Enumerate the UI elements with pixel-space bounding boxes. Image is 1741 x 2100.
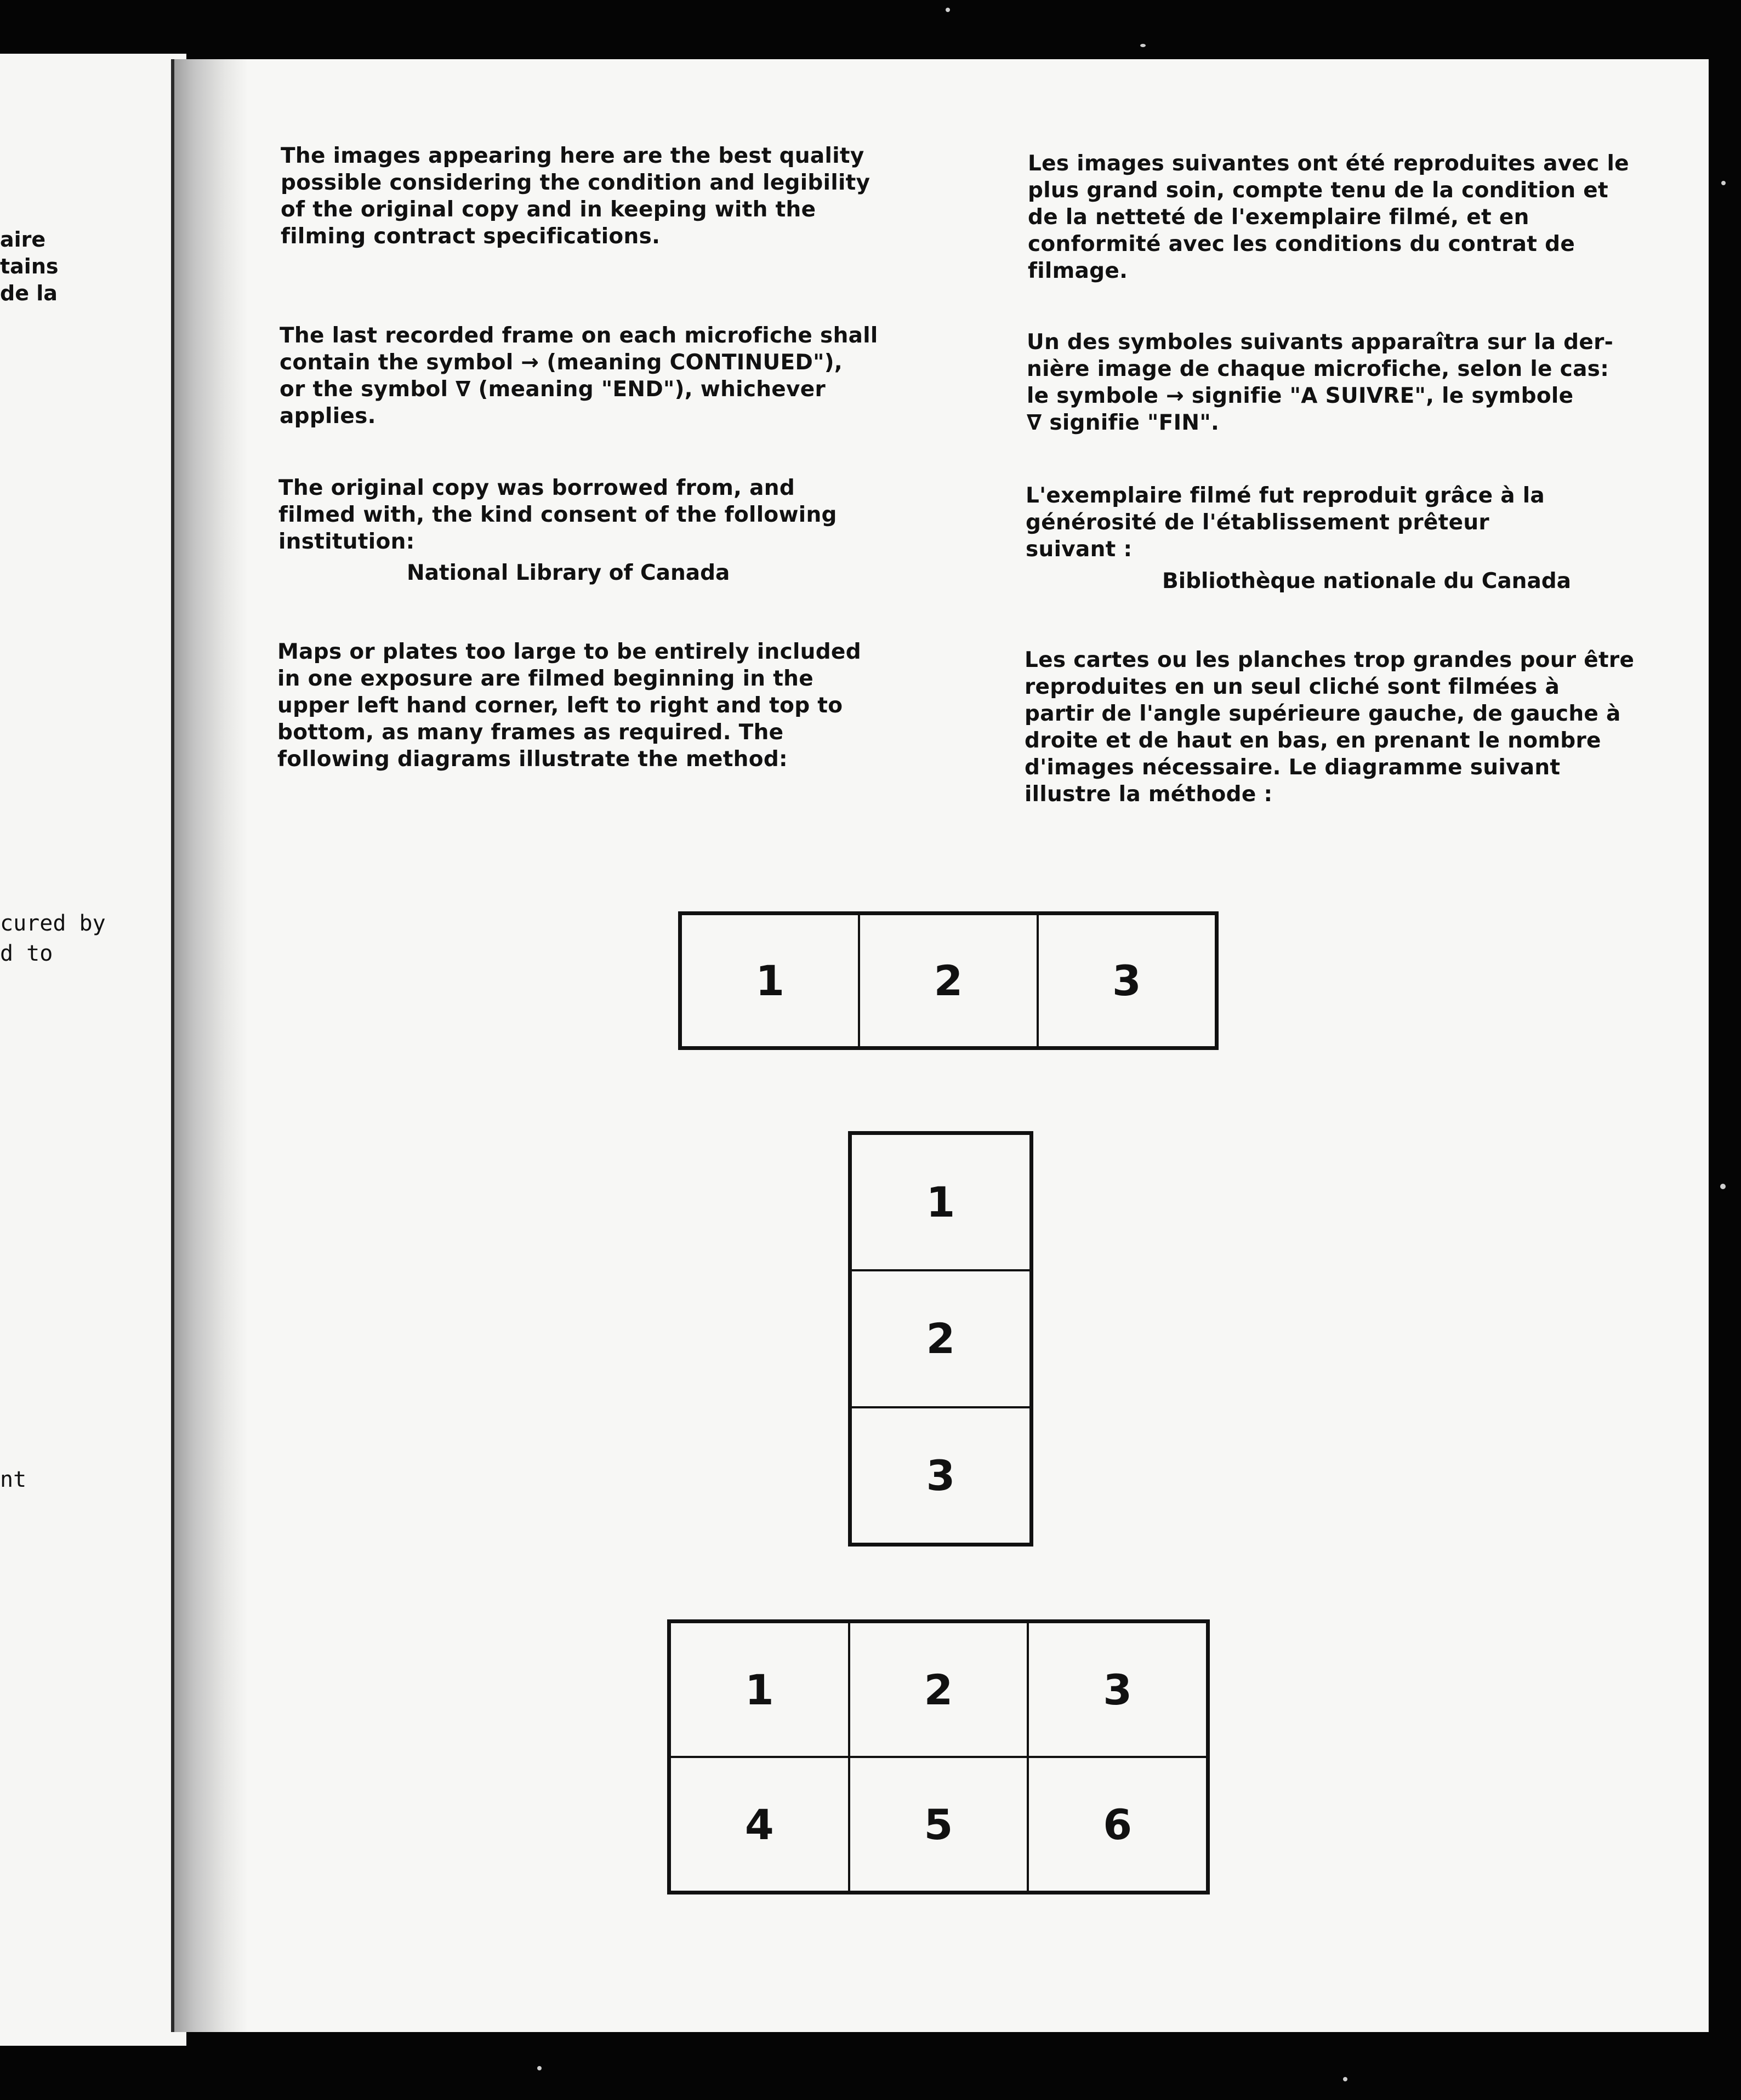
scan-speck bbox=[1720, 1184, 1726, 1189]
english-institution-name: National Library of Canada bbox=[407, 561, 730, 585]
diagram-cell: 5 bbox=[849, 1757, 1028, 1892]
diagram-cell: 3 bbox=[851, 1407, 1031, 1544]
left-partial-page bbox=[0, 54, 186, 2046]
diagram-cell: 2 bbox=[851, 1270, 1031, 1407]
english-paragraph-quality: The images appearing here are the best quality possible considering the condition and legibility of the original copy and in keeping with the filming contract specifications. bbox=[281, 144, 871, 249]
diagram-cell: 2 bbox=[849, 1622, 1028, 1757]
diagram-grid bbox=[667, 1619, 1210, 1894]
left-fragment: de la bbox=[0, 281, 58, 305]
diagram-cell: 3 bbox=[1038, 914, 1216, 1047]
left-fragment: d to bbox=[0, 941, 53, 966]
french-paragraph-borrowed: L'exemplaire filmé fut reproduit grâce à la générosité de l'établissement prêteur suivant : bbox=[1026, 483, 1545, 562]
diagram-cell: 1 bbox=[851, 1134, 1031, 1270]
scan-speck bbox=[946, 8, 950, 12]
scan-speck bbox=[537, 2066, 542, 2070]
diagram-cell: 2 bbox=[859, 914, 1037, 1047]
diagram-cell: 4 bbox=[670, 1757, 849, 1892]
diagram-row bbox=[678, 911, 1219, 1050]
scan-speck bbox=[1140, 44, 1146, 47]
scan-speck bbox=[1721, 181, 1726, 185]
scan-speck bbox=[1343, 2077, 1347, 2081]
left-fragment: tains bbox=[0, 254, 59, 278]
diagram-cell: 1 bbox=[681, 914, 859, 1047]
english-paragraph-symbols: The last recorded frame on each microfiche shall contain the symbol → (meaning CONTINUED"), or the symbol ∇ (meaning "END"), whichever applies. bbox=[280, 323, 878, 429]
french-paragraph-symbols: Un des symboles suivants apparaîtra sur la der- nière image de chaque microfiche, selon le cas: le symbole → signifie "A SUIVRE", le symbole ∇ signifie "FIN". bbox=[1027, 330, 1614, 435]
diagram-cell: 3 bbox=[1028, 1622, 1207, 1757]
gutter-line bbox=[171, 59, 174, 2032]
left-fragment: aire bbox=[0, 227, 46, 252]
gutter-shadow bbox=[171, 59, 248, 2032]
left-fragment: cured by bbox=[0, 911, 106, 936]
english-paragraph-borrowed: The original copy was borrowed from, and filmed with, the kind consent of the following institution: bbox=[278, 476, 837, 554]
diagram-cell: 6 bbox=[1028, 1757, 1207, 1892]
english-paragraph-maps: Maps or plates too large to be entirely included in one exposure are filmed beginning in the upper left hand corner, left to right and top to bottom, as many frames as required. The following diagrams illustrate the method: bbox=[277, 640, 861, 772]
diagram-column bbox=[848, 1131, 1033, 1547]
french-institution-name: Bibliothèque nationale du Canada bbox=[1162, 569, 1571, 594]
left-fragment: nt bbox=[0, 1467, 27, 1492]
french-paragraph-maps: Les cartes ou les planches trop grandes pour être reproduites en un seul cliché sont filmées à partir de l'angle supérieure gauche, de gauche à droite et de haut en bas, en prenant le nombre d'images nécessaire. Le diagramme suivant illustre la méthode : bbox=[1025, 648, 1635, 807]
french-paragraph-quality: Les images suivantes ont été reproduites avec le plus grand soin, compte tenu de la condition et de la netteté de l'exemplaire filmé, et en conformité avec les conditions du contrat de filmage. bbox=[1028, 151, 1629, 283]
main-page bbox=[171, 59, 1709, 2032]
diagram-cell: 1 bbox=[670, 1622, 849, 1757]
